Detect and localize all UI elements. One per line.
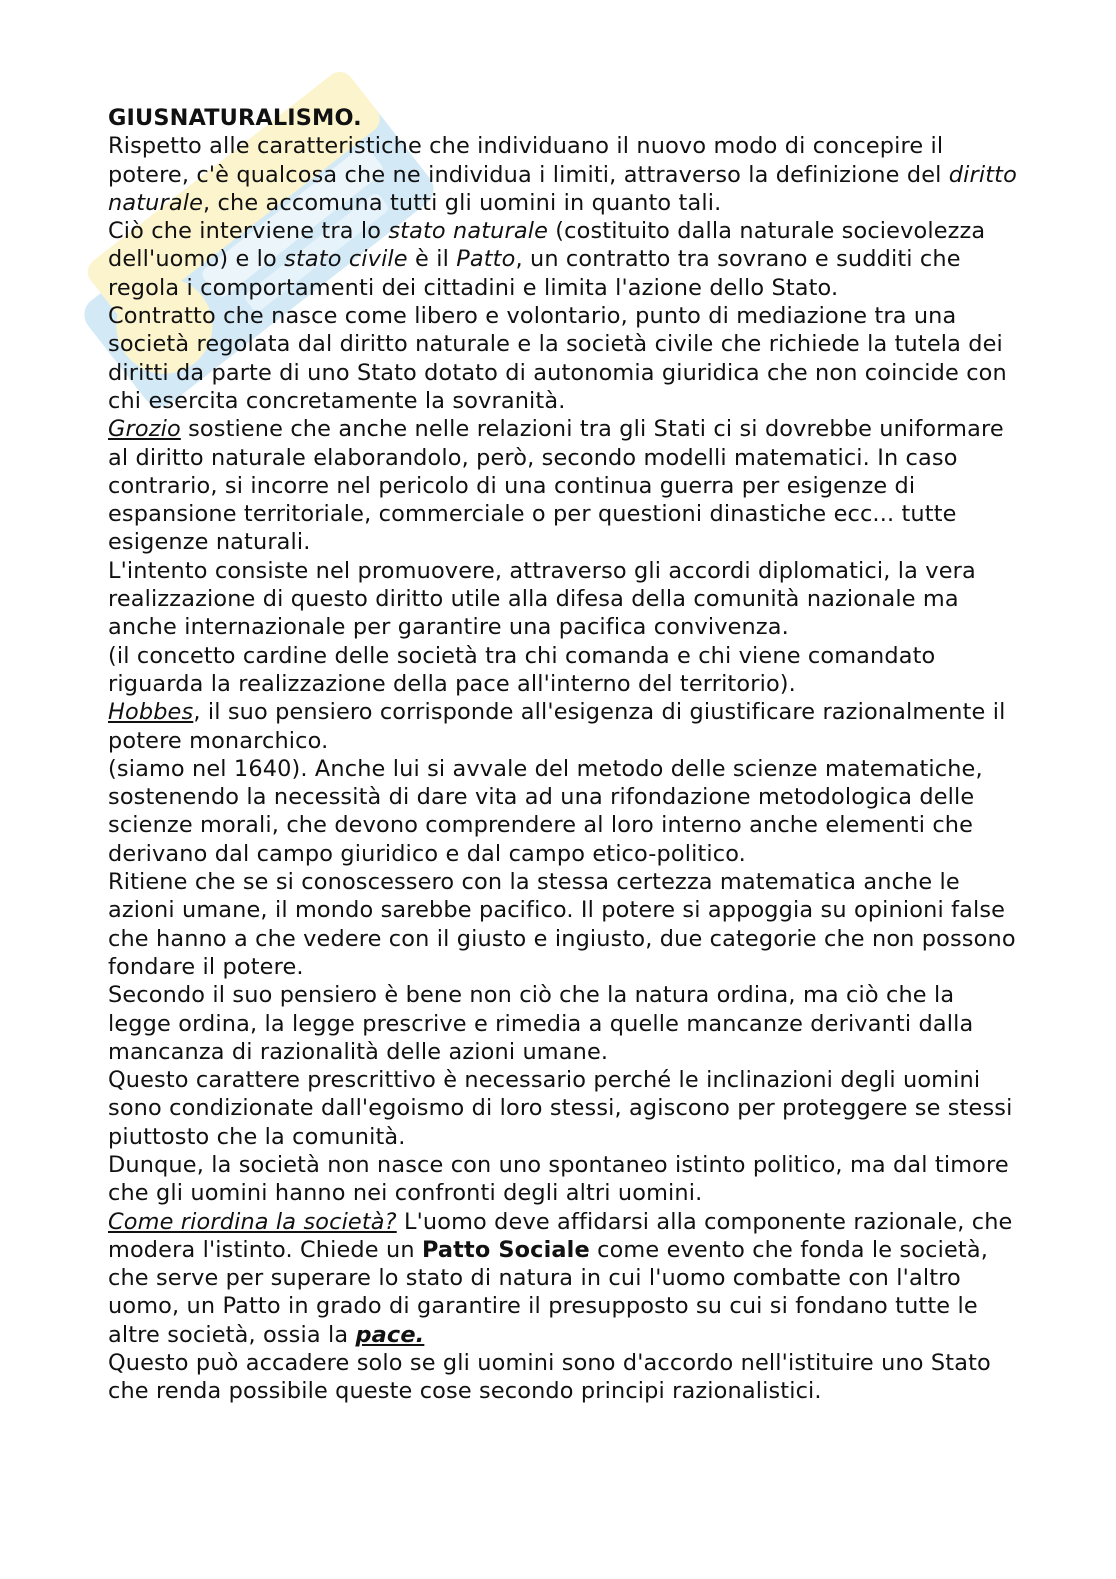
paragraph-text: è il	[407, 246, 457, 273]
paragraph-patto	[108, 217, 1018, 302]
term-patto: Patto	[456, 246, 516, 273]
paragraph-hobbes	[108, 698, 1018, 755]
paragraph-contratto: Contratto che nasce come libero e volontario, punto di mediazione tra una società regolata dal diritto naturale e la società civile che richiede la tutela dei diritti da parte di uno Stato dotato di autonomia giuridica che non coincide con chi esercita concretamente la sovranità.	[108, 303, 1007, 414]
paragraph-text: come evento che fonda le società, che serve per superare lo stato di natura in cui l'uomo combatte con l'altro uomo, un Patto in grado di garantire il presupposto su cui si fondano tutte le altre società, ossia la	[108, 1236, 988, 1348]
paragraph-timore: Dunque, la società non nasce con uno spontaneo istinto politico, ma dal timore che gli uomini hanno nei confronti degli altri uomini.	[108, 1151, 1009, 1207]
paragraph-intento: L'intento consiste nel promuovere, attraverso gli accordi diplomatici, la vera realizzazione di questo diritto utile alla difesa della comunità nazionale ma anche internazionale per garantire una pacifica convivenza.	[108, 557, 976, 641]
paragraph-legge: Secondo il suo pensiero è bene non ciò che la natura ordina, ma ciò che la legge ordina, la legge prescrive e rimedia a quelle mancanze derivanti dalla mancanza di razionalità delle azioni umane.	[108, 982, 974, 1065]
paragraph-grozio	[108, 415, 1018, 556]
question-come-riordina: Come riordina la società?	[108, 1208, 397, 1235]
paragraph-text: , che accomuna tutti gli uomini in quanto tali.	[203, 189, 722, 216]
author-hobbes: Hobbes	[108, 699, 194, 726]
paragraph-certezza-matematica: Ritiene che se si conoscessero con la stessa certezza matematica anche le azioni umane, il mondo sarebbe pacifico. Il potere si appoggia su opinioni false che hanno a che vedere con il giusto e ingiusto, due categorie che non possono fondare il potere.	[108, 869, 1016, 980]
term-diritto-naturale: diritto naturale	[108, 161, 1017, 216]
paragraph-patto-sociale	[108, 1208, 1018, 1349]
paragraph-text: sostiene che anche nelle relazioni tra gli Stati ci si dovrebbe uniformare al diritto naturale elaborandolo, però, secondo modelli matematici. In caso contrario, si incorre nel pericolo di una continua guerra per esigenze di espansione territoriale, commerciale o per questioni dinastiche ecc... tutte esigenze naturali.	[108, 416, 1004, 556]
paragraph-text: , un contratto tra sovrano e sudditi che regola i comportamenti dei cittadini e limita l'azione dello Stato.	[108, 246, 961, 301]
author-grozio: Grozio	[108, 416, 181, 443]
term-stato-naturale: stato naturale	[388, 218, 548, 245]
paragraph-1640: (siamo nel 1640). Anche lui si avvale del metodo delle scienze matematiche, sostenendo la necessità di dare vita ad una rifondazione metodologica delle scienze morali, che devono comprendere al loro interno anche elementi che derivano dal campo giuridico e dal campo etico-politico.	[108, 755, 983, 867]
paragraph-text: , il suo pensiero corrisponde all'esigenza di giustificare razionalmente il potere monarchico.	[108, 699, 1006, 754]
paragraph-diritto-naturale	[108, 132, 1018, 217]
paragraph-text: (costituito dalla naturale socievolezza dell'uomo) e lo	[108, 218, 986, 273]
term-pace: pace.	[355, 1321, 425, 1348]
term-stato-civile: stato civile	[284, 246, 408, 273]
document-page	[108, 104, 1018, 1406]
term-patto-sociale: Patto Sociale	[421, 1236, 590, 1263]
paragraph-text: L'uomo deve affidarsi alla componente razionale, che modera l'istinto. Chiede un	[108, 1208, 1013, 1263]
paragraph-text: Ciò che interviene tra lo	[108, 218, 389, 245]
paragraph-concetto-cardine: (il concetto cardine delle società tra chi comanda e chi viene comandato riguarda la realizzazione della pace all'interno del territorio).	[108, 642, 936, 697]
paragraph-text: Rispetto alle caratteristiche che individuano il nuovo modo di concepire il potere, c'è qualcosa che ne individua i limiti, attraverso la definizione del	[108, 133, 949, 188]
document-title: GIUSNATURALISMO.	[108, 105, 362, 131]
paragraph-carattere-prescrittivo: Questo carattere prescrittivo è necessario perché le inclinazioni degli uomini sono condizionate dall'egoismo di loro stessi, agiscono per proteggere se stessi piuttosto che la comunità.	[108, 1067, 1013, 1150]
paragraph-conclusione: Questo può accadere solo se gli uomini sono d'accordo nell'istituire uno Stato che renda possibile queste cose secondo principi razionalistici.	[108, 1350, 991, 1405]
